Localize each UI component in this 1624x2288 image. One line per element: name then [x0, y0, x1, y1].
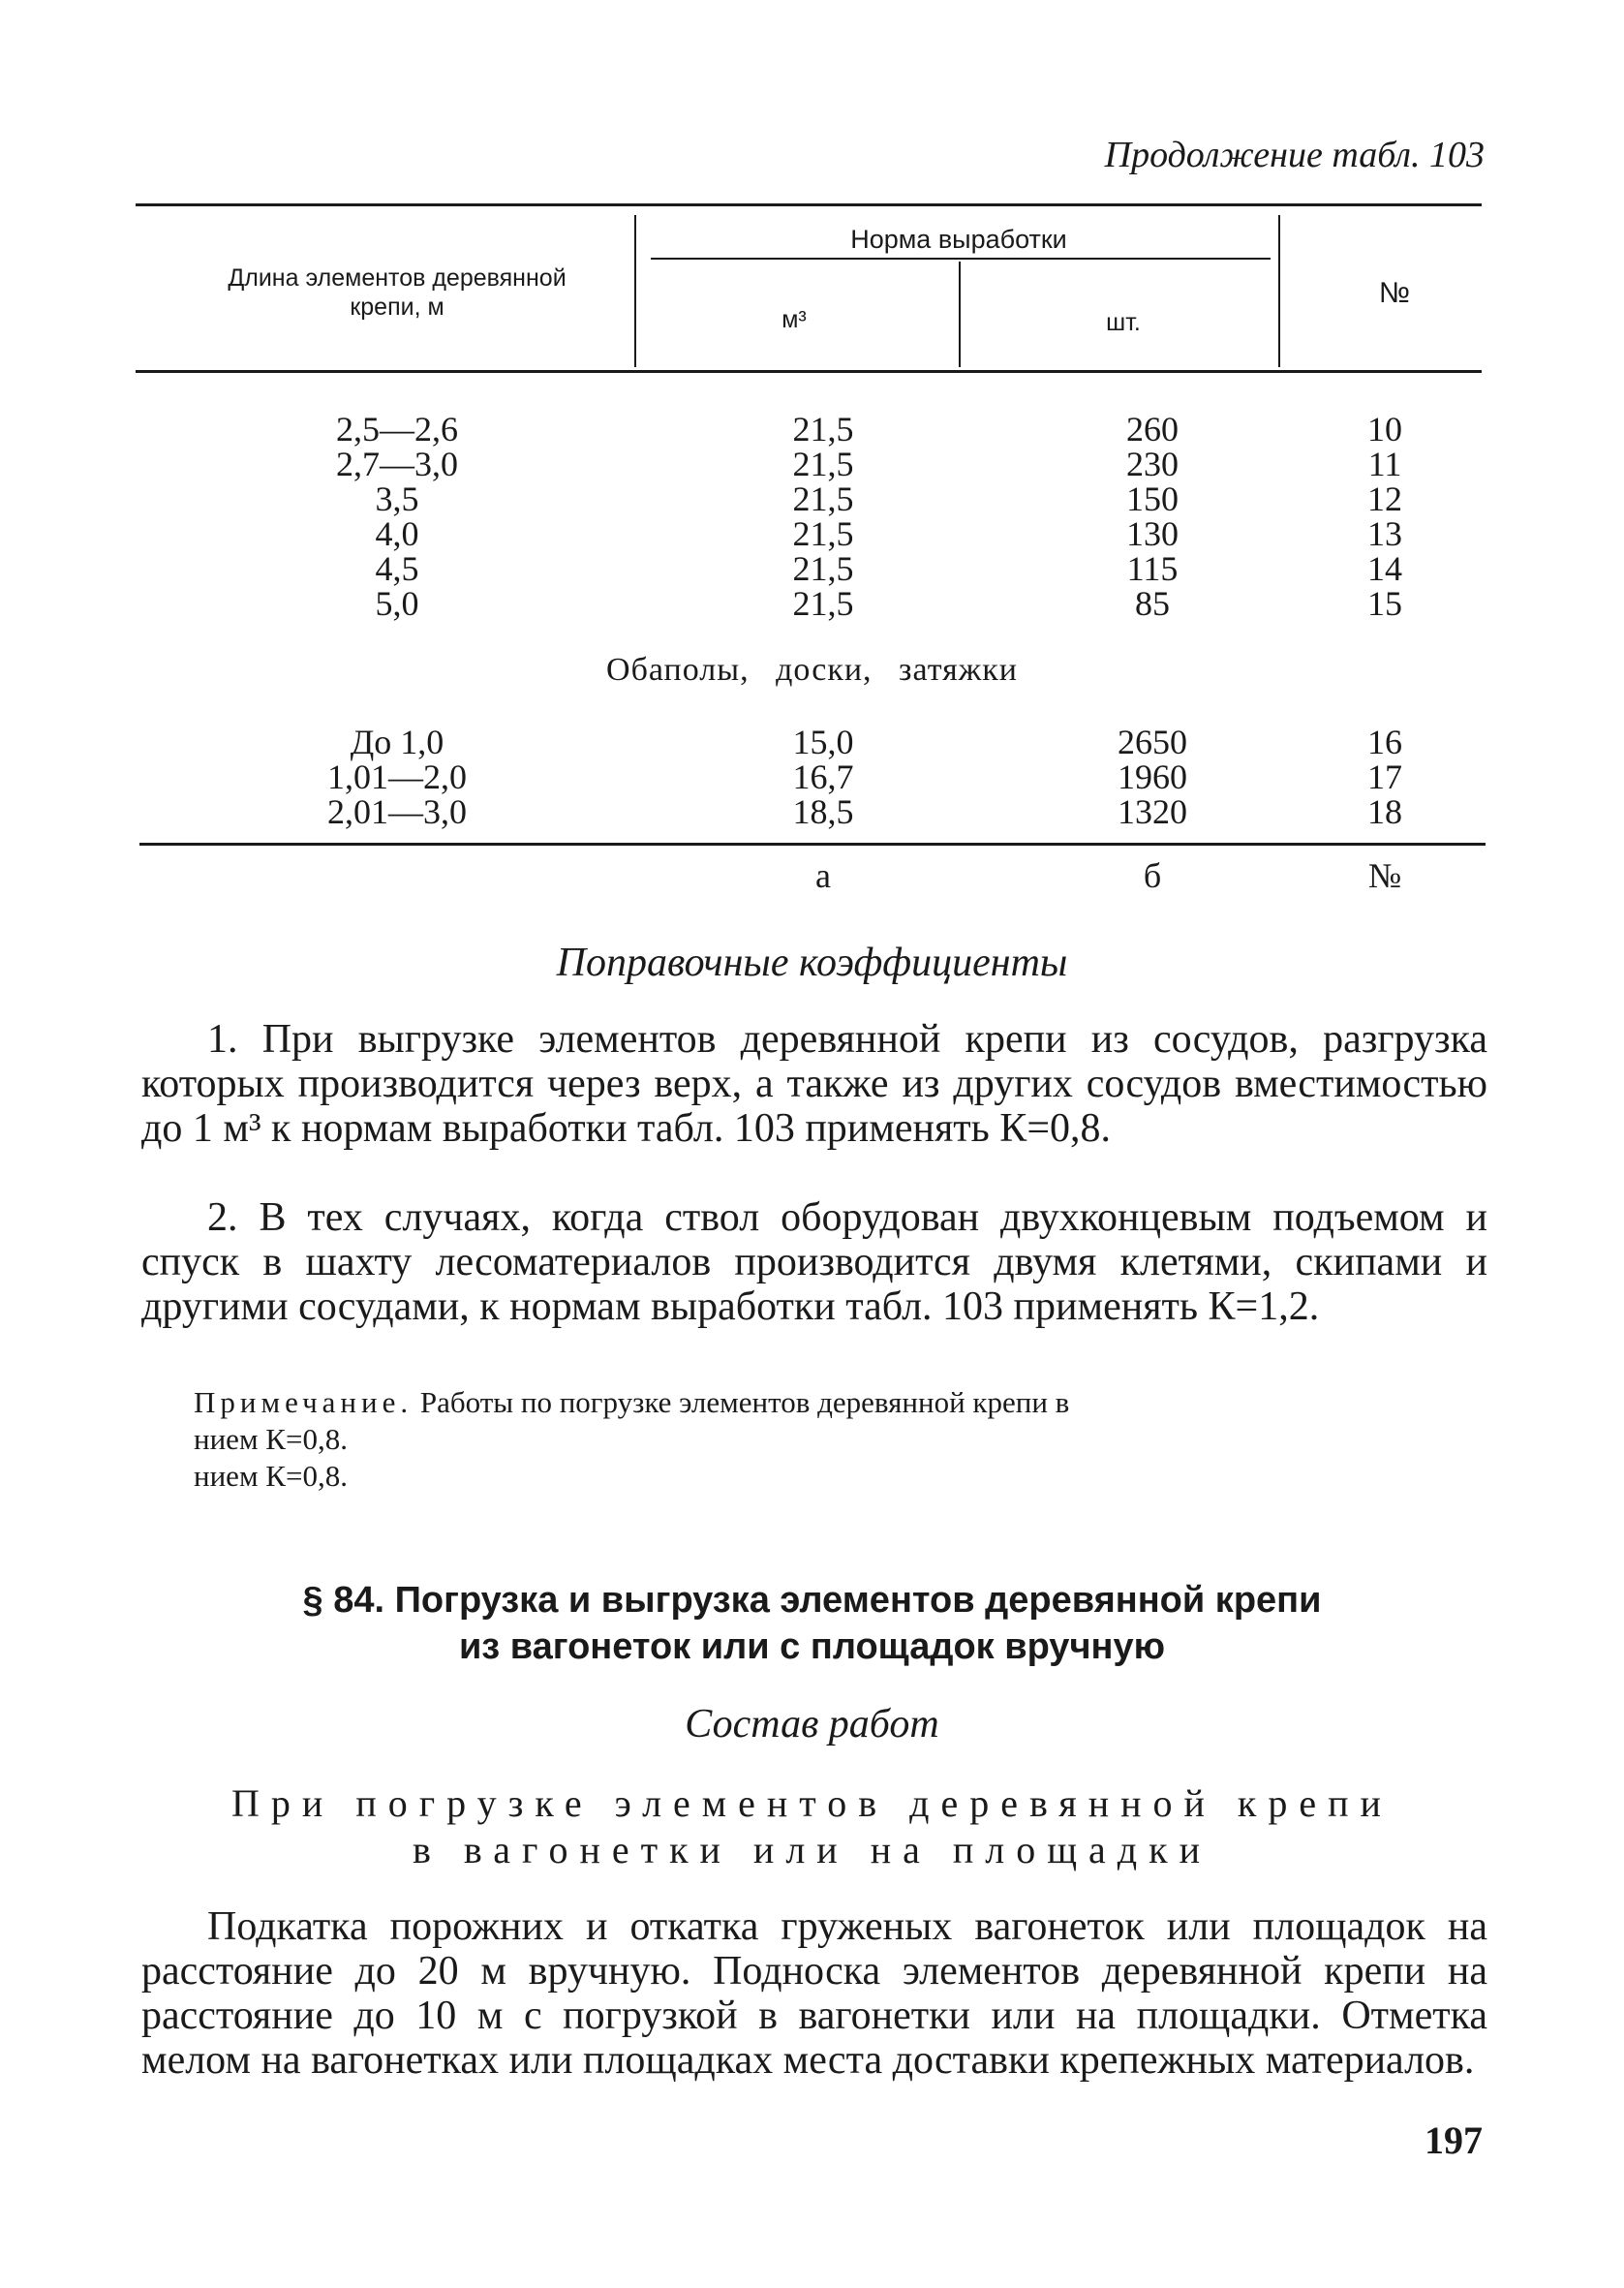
page-number: 197 — [1425, 2118, 1483, 2162]
header-divider-3 — [1278, 215, 1280, 367]
col-length-header: Длина элементов деревянной крепи, м — [228, 264, 567, 321]
row-2-m3: 21,5 — [792, 445, 854, 483]
composition-heading: Состав работ — [685, 1702, 939, 1747]
row-1-length: 2,5—2,6 — [336, 410, 458, 448]
table-top-rule — [136, 203, 1482, 206]
row-9-pcs: 1320 — [1118, 792, 1187, 831]
header-divider-1 — [634, 215, 636, 367]
col-number-header: № — [1378, 277, 1411, 309]
row-5-length: 4,5 — [375, 549, 419, 588]
row-3-pcs: 150 — [1126, 479, 1179, 518]
row-8-num: 17 — [1367, 758, 1402, 796]
row-2-length: 2,7—3,0 — [336, 445, 458, 483]
table-bottom-rule — [139, 843, 1486, 846]
row-5-m3: 21,5 — [792, 549, 854, 588]
row-8-pcs: 1960 — [1118, 758, 1187, 796]
row-8-m3: 16,7 — [792, 758, 854, 796]
row-9-num: 18 — [1367, 792, 1402, 831]
row-6-m3: 21,5 — [792, 584, 854, 623]
header-bottom-rule — [136, 370, 1482, 373]
note-line-3: нием К=0,8. — [194, 1459, 348, 1493]
row-4-m3: 21,5 — [792, 514, 854, 553]
footer-b: б — [1143, 856, 1162, 895]
note-line-2: нием К=0,8. — [194, 1422, 348, 1456]
row-4-pcs: 130 — [1126, 514, 1179, 553]
section-title-line-1: § 84. Погрузка и выгрузка элементов деревянной крепи — [302, 1580, 1322, 1621]
row-7-pcs: 2650 — [1118, 723, 1187, 761]
note-block — [194, 1385, 1491, 1420]
group-header-underline — [651, 258, 1271, 260]
row-3-m3: 21,5 — [792, 479, 854, 518]
row-7-num: 16 — [1367, 723, 1402, 761]
row-2-pcs: 230 — [1126, 445, 1179, 483]
col-m3-header: м³ — [781, 306, 807, 333]
correction-paragraph-2: 2. В тех случаях, когда ствол оборудован двухконцевым подъемом и спуск в шахту лесоматериалов производится двумя клетями, скипами и другими сосудами, к нормам выработки табл. 103 применять К=1,2. — [141, 1195, 1487, 1329]
row-4-num: 13 — [1367, 514, 1402, 553]
row-6-pcs: 85 — [1135, 584, 1170, 623]
row-6-length: 5,0 — [375, 584, 419, 623]
row-6-num: 15 — [1367, 584, 1402, 623]
footer-num: № — [1367, 856, 1402, 895]
header-divider-2 — [959, 262, 961, 367]
output-norm-header: Норма выработки — [850, 225, 1067, 254]
table-continuation-title: Продолжение табл. 103 — [1104, 135, 1485, 175]
note-text: Работы по погрузке элементов деревянной крепи в — [419, 1385, 1070, 1419]
row-4-length: 4,0 — [375, 514, 419, 553]
table-subheading: Обаполы, доски, затяжки — [606, 652, 1018, 688]
row-9-m3: 18,5 — [792, 792, 854, 831]
row-7-length: До 1,0 — [350, 723, 444, 761]
subheading-line-2: в вагонетки или на площадки — [413, 1828, 1211, 1871]
section-body: Подкатка порожних и откатка груженых вагонеток или площадок на расстояние до 20 м вручную. Подноска элементов деревянной крепи на расстояние до 10 м с погрузкой в вагонетки или на площадки. Отметка мелом на вагонетках или площадках места доставки крепежных материалов. — [141, 1904, 1487, 2083]
corrections-heading: Поправочные коэффициенты — [556, 941, 1068, 985]
correction-paragraph-1: 1. При выгрузке элементов деревянной крепи из сосудов, разгрузка которых производится через верх, а также из других сосудов вместимостью до 1 м³ к нормам выработки табл. 103 применять К=0,8. — [141, 1017, 1487, 1151]
row-3-num: 12 — [1367, 479, 1402, 518]
section-title-line-2: из вагонеток или с площадок вручную — [458, 1626, 1166, 1667]
row-7-m3: 15,0 — [792, 723, 854, 761]
row-2-num: 11 — [1367, 445, 1402, 483]
subheading-line-1: При погрузке элементов деревянной крепи — [231, 1781, 1393, 1825]
row-1-num: 10 — [1367, 410, 1402, 448]
row-5-num: 14 — [1367, 549, 1402, 588]
row-8-length: 1,01—2,0 — [327, 758, 467, 796]
row-1-pcs: 260 — [1126, 410, 1179, 448]
note-label: Примечание. — [194, 1385, 414, 1419]
row-5-pcs: 115 — [1126, 549, 1179, 588]
row-3-length: 3,5 — [375, 479, 419, 518]
row-1-m3: 21,5 — [792, 410, 854, 448]
footer-a: а — [815, 856, 831, 895]
row-9-length: 2,01—3,0 — [327, 792, 467, 831]
col-pcs-header: шт. — [1106, 309, 1141, 336]
